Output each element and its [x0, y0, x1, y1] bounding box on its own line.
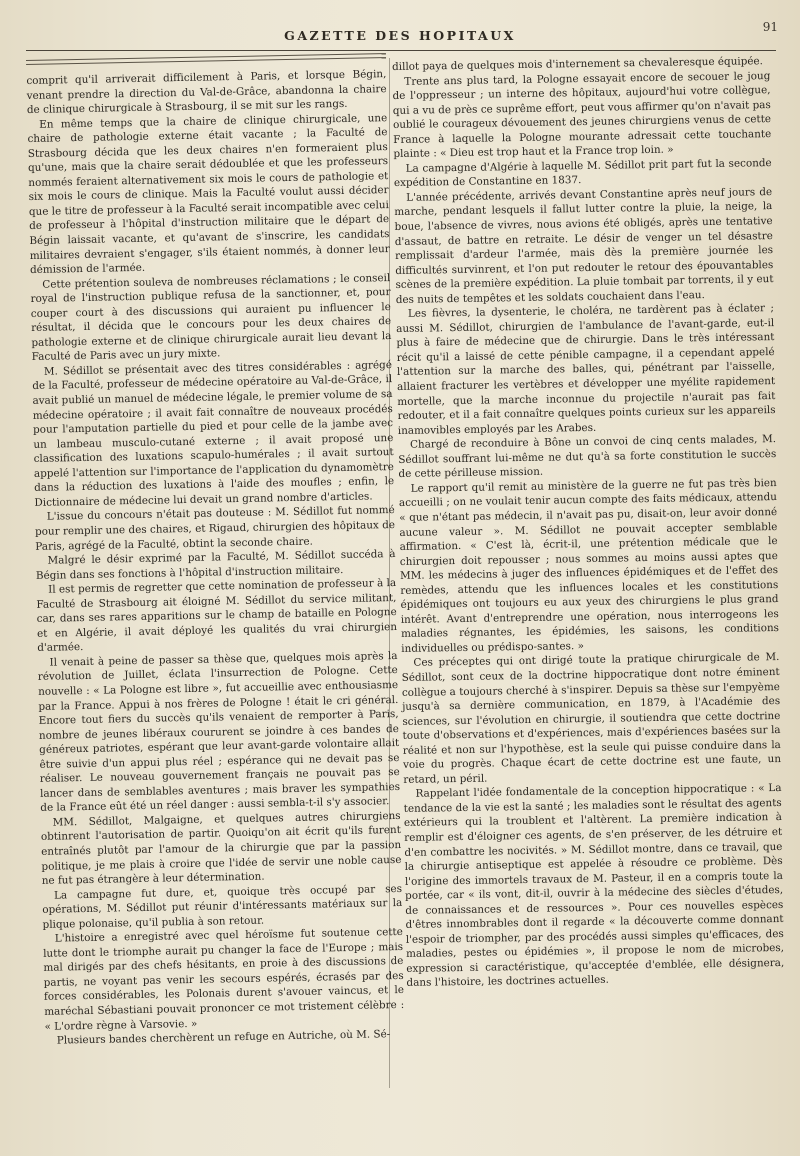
- paragraph: dillot paya de quelques mois d'internement sa chevaleresque équipée.: [392, 55, 764, 73]
- left-column: [26, 53, 405, 1048]
- paragraph: L'histoire a enregistré avec quel héroïsme fut soutenue cette lutte dont le triomphe aurait pu changer la face de l'Europe ; mais mal dirigés par des chefs hésitants, en proie à des discussions de partis, ne voyant pas venir les secours espérés, écrasés par des forces considérables, les Polonais durent s'avouer vaincus, et le maréchal Sébastiani pouvait prononcer ce mot tristement célèbre : « L'ordre règne à Varsovie. »: [43, 926, 405, 1033]
- paragraph: Chargé de reconduire à Bône un convoi de cinq cents malades, M. Sédillot souffrant lui-même ne dut qu'à sa forte constitution le succès de cette périlleuse mission.: [398, 433, 777, 481]
- paragraph: Il venait à peine de passer sa thèse que, quelques mois après la révolution de Juillet, éclata l'insurrection de Pologne. Cette nouvelle : « La Pologne est libre », fut accueillie avec enthousiasme par la France. Appui à nos frères de Pologne ! était le cri général. Encore tout fiers du succès qu'ils venaient de remporter à Paris, nombre de jeunes libéraux coururent se joindre à ces bandes de généreux patriotes, espérant que leur avant-garde volontaire allait être suivie d'un appui plus réel ; espérance qui ne devait pas se réaliser. Le nouveau gouvernement français ne pouvait pas se lancer dans de semblables aventures ; mais braver les sympathies de la France eût été un réel danger : aussi sembla-t-il s'y associer.: [37, 649, 401, 815]
- running-head-title: GAZETTE DES HOPITAUX: [284, 28, 516, 43]
- paragraph: Les fièvres, la dysenterie, le choléra, ne tardèrent pas à éclater ; aussi M. Sédillot, chirurgien de l'ambulance de l'avant-garde, eut-il plus à faire de médecine que de chirurgie. Dans le très intéressant récit qu'il a laissé de cette pénible campagne, il a cependant appelé l'attention sur la marche des balles, qui, pénétrant par l'aisselle, allaient fracturer les vertèbres et développer une myélite rapidement mortelle, que la marche inconnue du projectile n'aurait pas fait redouter, et il a fait connaître quelques points curieux sur les appareils inamovibles employés par les Arabes.: [396, 302, 776, 437]
- paragraph: MM. Sédillot, Malgaigne, et quelques autres chirurgiens obtinrent l'autorisation de partir. Quoiqu'on ait écrit qu'ils furent entraînés plutôt par l'amour de la chirurgie que par la passion politique, je me plais à croire que l'idée de servir une noble cause ne fut pas étrangère à leur détermination.: [40, 809, 402, 887]
- paragraph: Trente ans plus tard, la Pologne essayait encore de secouer le joug de l'oppresseur ; un interne des hôpitaux, aujourd'hui votre collègue, qui a vu de près ce suprême effort, peut vous affirmer qu'on n'avait pas oublié le courageux dévouement des jeunes chirurgiens venus de cette France à laquelle la Pologne mourante adressait cette touchante plainte : « Dieu est trop haut et la France trop loin. »: [392, 69, 772, 161]
- paragraph: M. Sédillot se présentait avec des titres considérables : agrégé de la Faculté, professeur de médecine opératoire au Val-de-Grâce, il avait publié un manuel de médecine légale, le premier volume de sa médecine opératoire ; il avait fait connaître de nouveaux procédés pour l'amputation partielle du pied et pour celle de la jambe avec un lambeau musculo-cutané externe ; il avait proposé une classification des luxations scapulo-humérales ; il avait surtout appelé l'attention sur l'importance de l'application du dynamomètre dans la réduction des luxations à l'aide des moufles ; enfin, le Dictionnaire de médecine lui devait un grand nombre d'articles.: [32, 358, 395, 509]
- header-rule: [26, 50, 776, 51]
- right-column: [392, 54, 785, 991]
- paragraph: L'année précédente, arrivés devant Constantine après neuf jours de marche, pendant lesquels il fallut lutter contre la pluie, la neige, la boue, l'absence de vivres, nous avions été obligés, après une tentative d'assaut, de battre en retraite. Le désir de venger un tel désastre remplissait d'ardeur l'armée, mais dès la première journée les difficultés survinrent, et l'on put redouter le retour des épouvantables scènes de la première expédition. La pluie tombait par torrents, il y eut des nuits de tempêtes et les soldats couchaient dans l'eau.: [394, 185, 774, 306]
- paragraph: Plusieurs bandes cherchèrent un refuge en Autriche, où M. Sé-: [56, 1028, 391, 1047]
- paragraph: La campagne d'Algérie à laquelle M. Sédillot prit part fut la seconde expédition de Constantine en 1837.: [393, 156, 772, 190]
- paragraph: Rappelant l'idée fondamentale de la conception hippocratique : « La tendance de la vie est la santé ; les maladies sont le résultat des agents extérieurs qui la troublent et l'altèrent. La première indication à remplir est d'éloigner ces agents, de s'en préserver, de les détruire et d'en combattre les nocivités. » M. Sédillot montre, dans ce travail, que la chirurgie antiseptique est appelée à résoudre ce problème. Dès l'origine des immortels travaux de M. Pasteur, il en a compris toute la portée, car « ils vont, dit-il, ouvrir à la médecine des siècles d'études, de connaissances et de ressources ». Pour ces nouvelles espèces d'êtres innombrables dont il regarde « la découverte comme donnant l'espoir de triompher, par des procédés aussi simples qu'efficaces, des maladies, pestes ou épidémies », il propose le nom de microbes, expression si caractéristique, qu'acceptée d'emblée, elle désignera, dans l'histoire, les doctrines actuelles.: [403, 782, 785, 990]
- paragraph: Le rapport qu'il remit au ministère de la guerre ne fut pas très bien accueilli ; on ne voulait tenir aucun compte des faits médicaux, attendu « que n'étant pas médecin, il n'avait pas pu, disait-on, leur avoir donné aucune valeur ». M. Sédillot ne pouvait accepter semblable affirmation. « C'est là, écrit-il, une prétention médicale que le chirurgien doit repousser ; nous sommes au moins aussi aptes que MM. les médecins à juger des influences épidémiques et de l'effet des remèdes, attendu que les influences locales et les constitutions épidémiques ont toujours eu aux yeux des chirurgiens le plus grand intérêt. Avant d'entreprendre une opération, nous interrogeons les maladies régnantes, les épidémies, les saisons, les conditions individuelles ou prédispo-santes. »: [398, 476, 780, 655]
- paragraph: Malgré le désir exprimé par la Faculté, M. Sédillot succéda à Bégin dans ses fonctions à l'hôpital d'instruction militaire.: [35, 548, 396, 582]
- paragraph: L'issue du concours n'était pas douteuse : M. Sédillot fut nommé pour remplir une des chaires, et Rigaud, chirurgien des hôpitaux de Paris, agrégé de la Faculté, obtint la seconde chaire.: [34, 504, 396, 553]
- paragraph: comprit qu'il arriverait difficilement à Paris, et lorsque Bégin, venant prendre la direction du Val-de-Grâce, abandonna la chaire de clinique chirurgicale à Strasbourg, il se mit sur les rangs.: [26, 68, 387, 117]
- paragraph: En même temps que la chaire de clinique chirurgicale, une chaire de pathologie externe était vacante ; la Faculté de Strasbourg décida que les deux chaires n'en formeraient plus qu'une, mais que la chaire serait dédoublée et que les professeurs nommés feraient alternativement six mois le cours de pathologie et six mois le cours de clinique. Mais la Faculté voulut aussi décider que le titre de professeur à la Faculté serait incompatible avec celui de professeur à l'hôpital d'instruction militaire que le départ de Bégin laissait vacante, et qu'avant de s'inscrire, les candidats militaires devraient s'engager, s'ils étaient nommés, à donner leur démission de l'armée.: [27, 111, 390, 277]
- paragraph: Il est permis de regretter que cette nomination de professeur à la Faculté de Strasbourg ait éloigné M. Sédillot du service militant, car, dans ses rares apparitions sur le champ de bataille en Pologne et en Algérie, il avait déployé les qualités du vrai chirurgien d'armée.: [36, 577, 398, 655]
- paragraph: Ces préceptes qui ont dirigé toute la pratique chirurgicale de M. Sédillot, sont ceux de la doctrine hippocratique dont notre éminent collègue a toujours cherché à s'inspirer. Depuis sa thèse sur l'empyème jusqu'à sa dernière communication, en 1879, à l'Académie des sciences, sur l'évolution en chirurgie, il soutiendra que cette doctrine toute d'observations et d'expériences, mais d'expériences basées sur la réalité et non sur l'hypothèse, est la seule qui puisse conduire dans la voie du progrès. Chaque écart de cette doctrine est une faute, un retard, un péril.: [401, 651, 782, 786]
- paragraph: La campagne fut dure, et, quoique très occupé par ses opérations, M. Sédillot put réunir d'intéressants matériaux sur la plique polonaise, qu'il publia à son retour.: [42, 882, 403, 931]
- paragraph: Cette prétention souleva de nombreuses réclamations ; le conseil royal de l'instruction publique refusa de la sanctionner, et, pour couper court à des discussions qui auraient pu influencer le résultat, il décida que le concours pour les deux chaires de pathologie externe et de clinique chirurgicale aurait lieu devant la Faculté de Paris avec un jury mixte.: [30, 271, 392, 364]
- page-number: 91: [762, 20, 778, 34]
